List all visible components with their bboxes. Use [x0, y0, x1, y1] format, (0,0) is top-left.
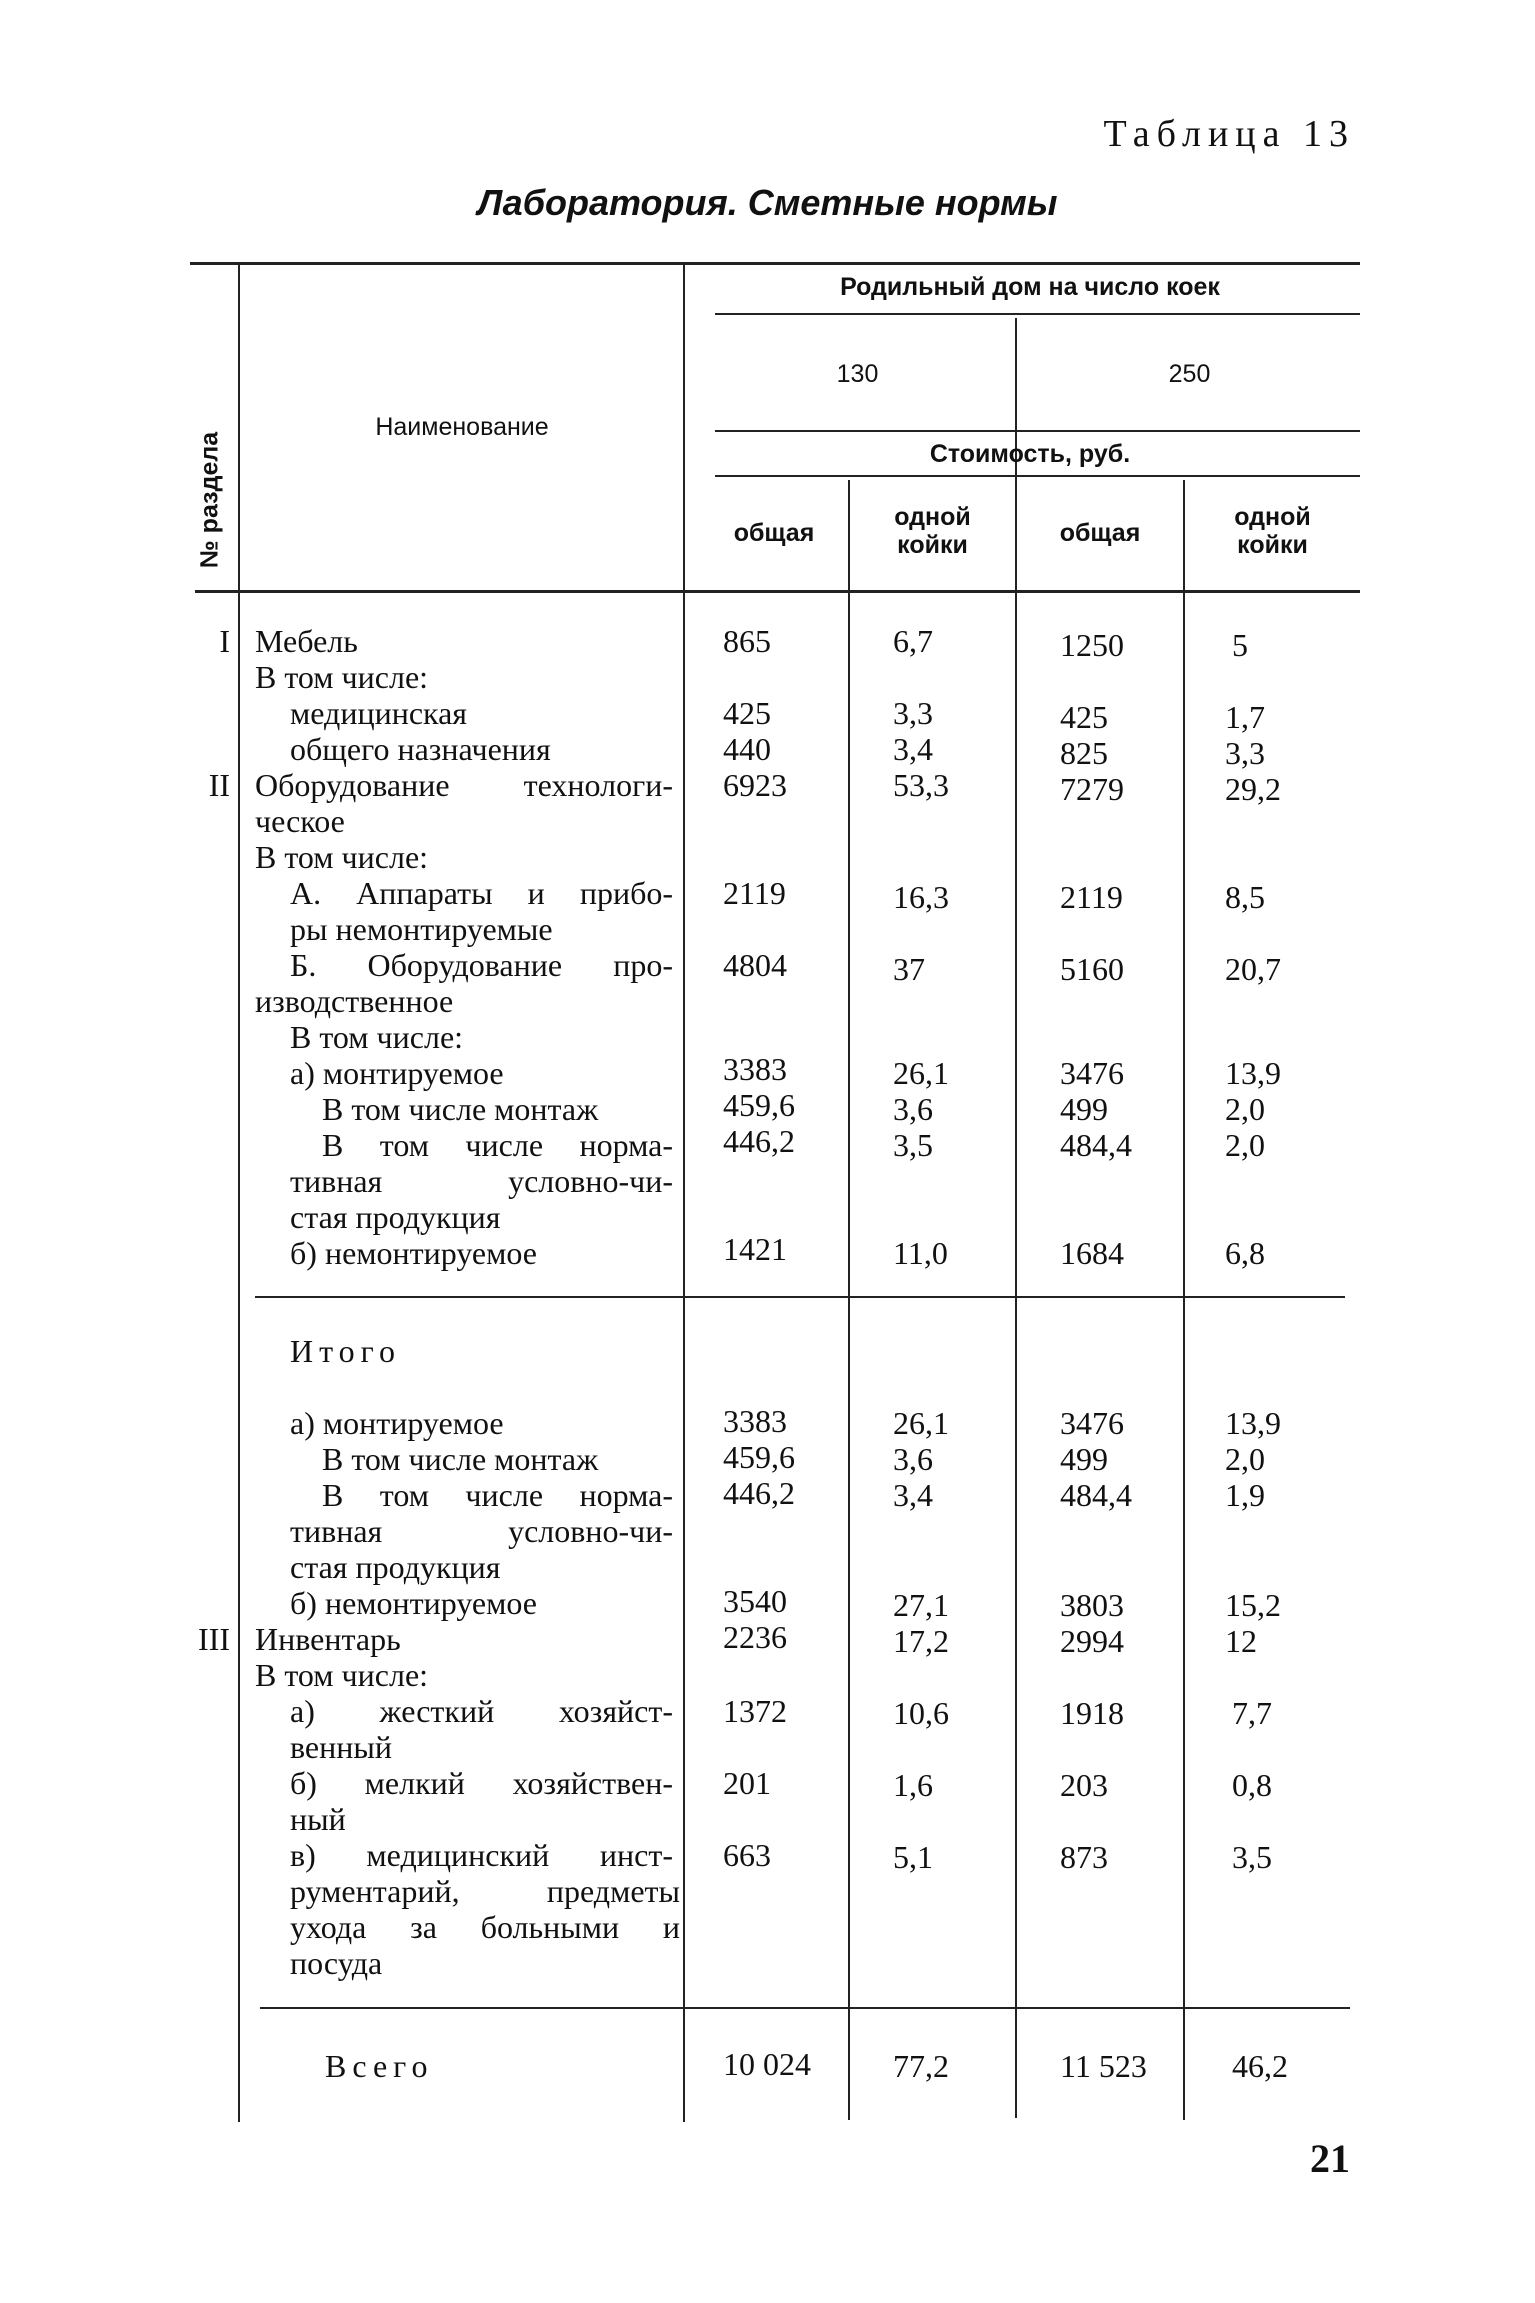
beds-divider [1015, 318, 1017, 2118]
cell: 6,7 [893, 623, 933, 659]
total-cell: 77,2 [893, 2048, 949, 2084]
cell: 0,8 [1232, 1767, 1272, 1803]
cell: 425 [723, 695, 771, 731]
table-label: Таблица 13 [1103, 113, 1355, 155]
cell: 4804 [723, 947, 787, 983]
itogo-rule [255, 1296, 1345, 1298]
cell: 3,4 [893, 1477, 933, 1513]
cell: 3,4 [893, 731, 933, 767]
cell: 3803 [1060, 1587, 1124, 1623]
row-name: рументарий, предметы [290, 1873, 680, 1909]
section-number: III [198, 1621, 230, 1657]
cell: 201 [723, 1765, 771, 1801]
total-130-header: общая [733, 519, 815, 547]
row-name: В том числе: [255, 659, 429, 695]
per-bed-250-header: одной койки [1234, 503, 1311, 559]
row-name: б) мелкий хозяйствен- [290, 1765, 673, 1801]
name-col-divider [683, 262, 685, 2122]
header-bottom-rule [195, 590, 1360, 593]
row-name: В том числе: [255, 1657, 429, 1693]
cost-header: Стоимость, руб. [929, 440, 1131, 468]
cell: 2994 [1060, 1623, 1124, 1659]
row-name: В том числе: [290, 1019, 464, 1055]
row-name: ный [290, 1801, 346, 1837]
cell: 8,5 [1225, 879, 1265, 915]
cell: 1372 [723, 1693, 787, 1729]
row-name: а) жесткий хозяйст- [290, 1693, 673, 1729]
cell: 2,0 [1225, 1127, 1265, 1163]
cell: 5160 [1060, 951, 1124, 987]
cell: 17,2 [893, 1623, 949, 1659]
cell: 446,2 [723, 1123, 795, 1159]
cell: 26,1 [893, 1405, 949, 1441]
row-name: а) монтируемое [290, 1055, 504, 1091]
section-number: II [208, 767, 230, 803]
cell: 29,2 [1225, 771, 1281, 807]
total-cell: 46,2 [1232, 2048, 1288, 2084]
cell: 10,6 [893, 1695, 949, 1731]
beds-rule [715, 430, 1360, 432]
cell: 13,9 [1225, 1055, 1281, 1091]
row-name: тивная условно-чи- [290, 1163, 673, 1199]
cell: 3476 [1060, 1055, 1124, 1091]
cell: 663 [723, 1837, 771, 1873]
beds-130-header: 130 [836, 360, 879, 388]
itogo-label: Итого [290, 1333, 401, 1369]
cell: 2,0 [1225, 1441, 1265, 1477]
cell: 2119 [1060, 879, 1123, 915]
total-label: Всего [325, 2048, 434, 2084]
cell: 37 [893, 951, 925, 987]
cell: 1421 [723, 1231, 787, 1267]
cell: 3,6 [893, 1441, 933, 1477]
cell: 499 [1060, 1091, 1108, 1127]
cell: 3476 [1060, 1405, 1124, 1441]
row-name: б) немонтируемое [290, 1235, 537, 1271]
cell: 15,2 [1225, 1587, 1281, 1623]
name-column-header: Наименование [375, 413, 549, 441]
cell: 1918 [1060, 1695, 1124, 1731]
total-cell: 10 024 [723, 2046, 811, 2082]
cell: 12 [1225, 1623, 1257, 1659]
cell: 27,1 [893, 1587, 949, 1623]
cell: 865 [723, 623, 771, 659]
cell: 1684 [1060, 1235, 1124, 1271]
cell: 11,0 [893, 1235, 948, 1271]
row-name: посуда [290, 1945, 383, 1981]
row-name: В том числе монтаж [322, 1441, 599, 1477]
row-name: стая продукция [290, 1199, 501, 1235]
row-name: медицинская [290, 695, 467, 731]
cell: 3,5 [1232, 1839, 1272, 1875]
cell: 53,3 [893, 767, 949, 803]
cell: 1,6 [893, 1767, 933, 1803]
cell: 5 [1232, 627, 1248, 663]
group-rule [715, 313, 1360, 315]
row-name: изводственное [255, 983, 454, 1019]
cell: 440 [723, 731, 771, 767]
cell: 3,5 [893, 1127, 933, 1163]
cell: 3383 [723, 1403, 787, 1439]
row-name: Б. Оборудование про- [290, 947, 673, 983]
row-name: А. Аппараты и прибо- [290, 875, 673, 911]
row-name: в) медицинский инст- [290, 1837, 673, 1873]
row-name: Мебель [255, 623, 358, 659]
cell: 2119 [723, 875, 786, 911]
cell: 459,6 [723, 1087, 795, 1123]
cell: 484,4 [1060, 1127, 1132, 1163]
cell: 20,7 [1225, 951, 1281, 987]
cell: 499 [1060, 1441, 1108, 1477]
cell: 1250 [1060, 627, 1124, 663]
cell: 3,6 [893, 1091, 933, 1127]
total-cell: 11 523 [1060, 2048, 1147, 2084]
row-name: а) монтируемое [290, 1405, 504, 1441]
cell: 7,7 [1232, 1695, 1272, 1731]
row-name: В том числе монтаж [322, 1091, 599, 1127]
cell: 6,8 [1225, 1235, 1265, 1271]
cell: 484,4 [1060, 1477, 1132, 1513]
row-name: ухода за больными и [290, 1909, 680, 1945]
total-rule [260, 2007, 1350, 2009]
cell: 425 [1060, 699, 1108, 735]
section-column-header: № раздела [195, 431, 224, 569]
row-name: Инвентарь [255, 1621, 401, 1657]
col3-divider [1183, 480, 1185, 2120]
row-name: ческое [255, 803, 345, 839]
cell: 7279 [1060, 771, 1124, 807]
cell: 16,3 [893, 879, 949, 915]
row-name: б) немонтируемое [290, 1585, 537, 1621]
cell: 5,1 [893, 1839, 933, 1875]
table-top-rule [190, 262, 1360, 265]
cell: 3,3 [893, 695, 933, 731]
total-250-header: общая [1059, 519, 1141, 547]
row-name: Оборудование технологи- [255, 767, 673, 803]
row-name: В том числе: [255, 839, 429, 875]
row-name: общего назначения [290, 731, 551, 767]
row-name: тивная условно-чи- [290, 1513, 673, 1549]
per-bed-130-header: одной койки [894, 503, 971, 559]
cell: 3383 [723, 1051, 787, 1087]
cell: 203 [1060, 1767, 1108, 1803]
cell: 1,9 [1225, 1477, 1265, 1513]
row-name: В том числе норма- [322, 1477, 673, 1513]
cell: 459,6 [723, 1439, 795, 1475]
cell: 446,2 [723, 1475, 795, 1511]
cell: 825 [1060, 735, 1108, 771]
col1-divider [848, 480, 850, 2120]
row-name: ры немонтируемые [290, 911, 553, 947]
cell: 6923 [723, 767, 787, 803]
cell: 13,9 [1225, 1405, 1281, 1441]
group-header: Родильный дом на число коек [840, 273, 1220, 301]
cell: 3540 [723, 1583, 787, 1619]
cell: 26,1 [893, 1055, 949, 1091]
cost-rule [715, 475, 1360, 477]
beds-250-header: 250 [1168, 360, 1211, 388]
section-number: I [219, 623, 230, 659]
cell: 873 [1060, 1839, 1108, 1875]
cell: 1,7 [1225, 699, 1265, 735]
page-title: Лаборатория. Сметные нормы [477, 182, 1058, 223]
cell: 2236 [723, 1619, 787, 1655]
cell: 3,3 [1225, 735, 1265, 771]
row-name: венный [290, 1729, 392, 1765]
cell: 2,0 [1225, 1091, 1265, 1127]
page-number: 21 [1310, 2136, 1350, 2181]
row-name: стая продукция [290, 1549, 501, 1585]
row-name: В том числе норма- [322, 1127, 673, 1163]
